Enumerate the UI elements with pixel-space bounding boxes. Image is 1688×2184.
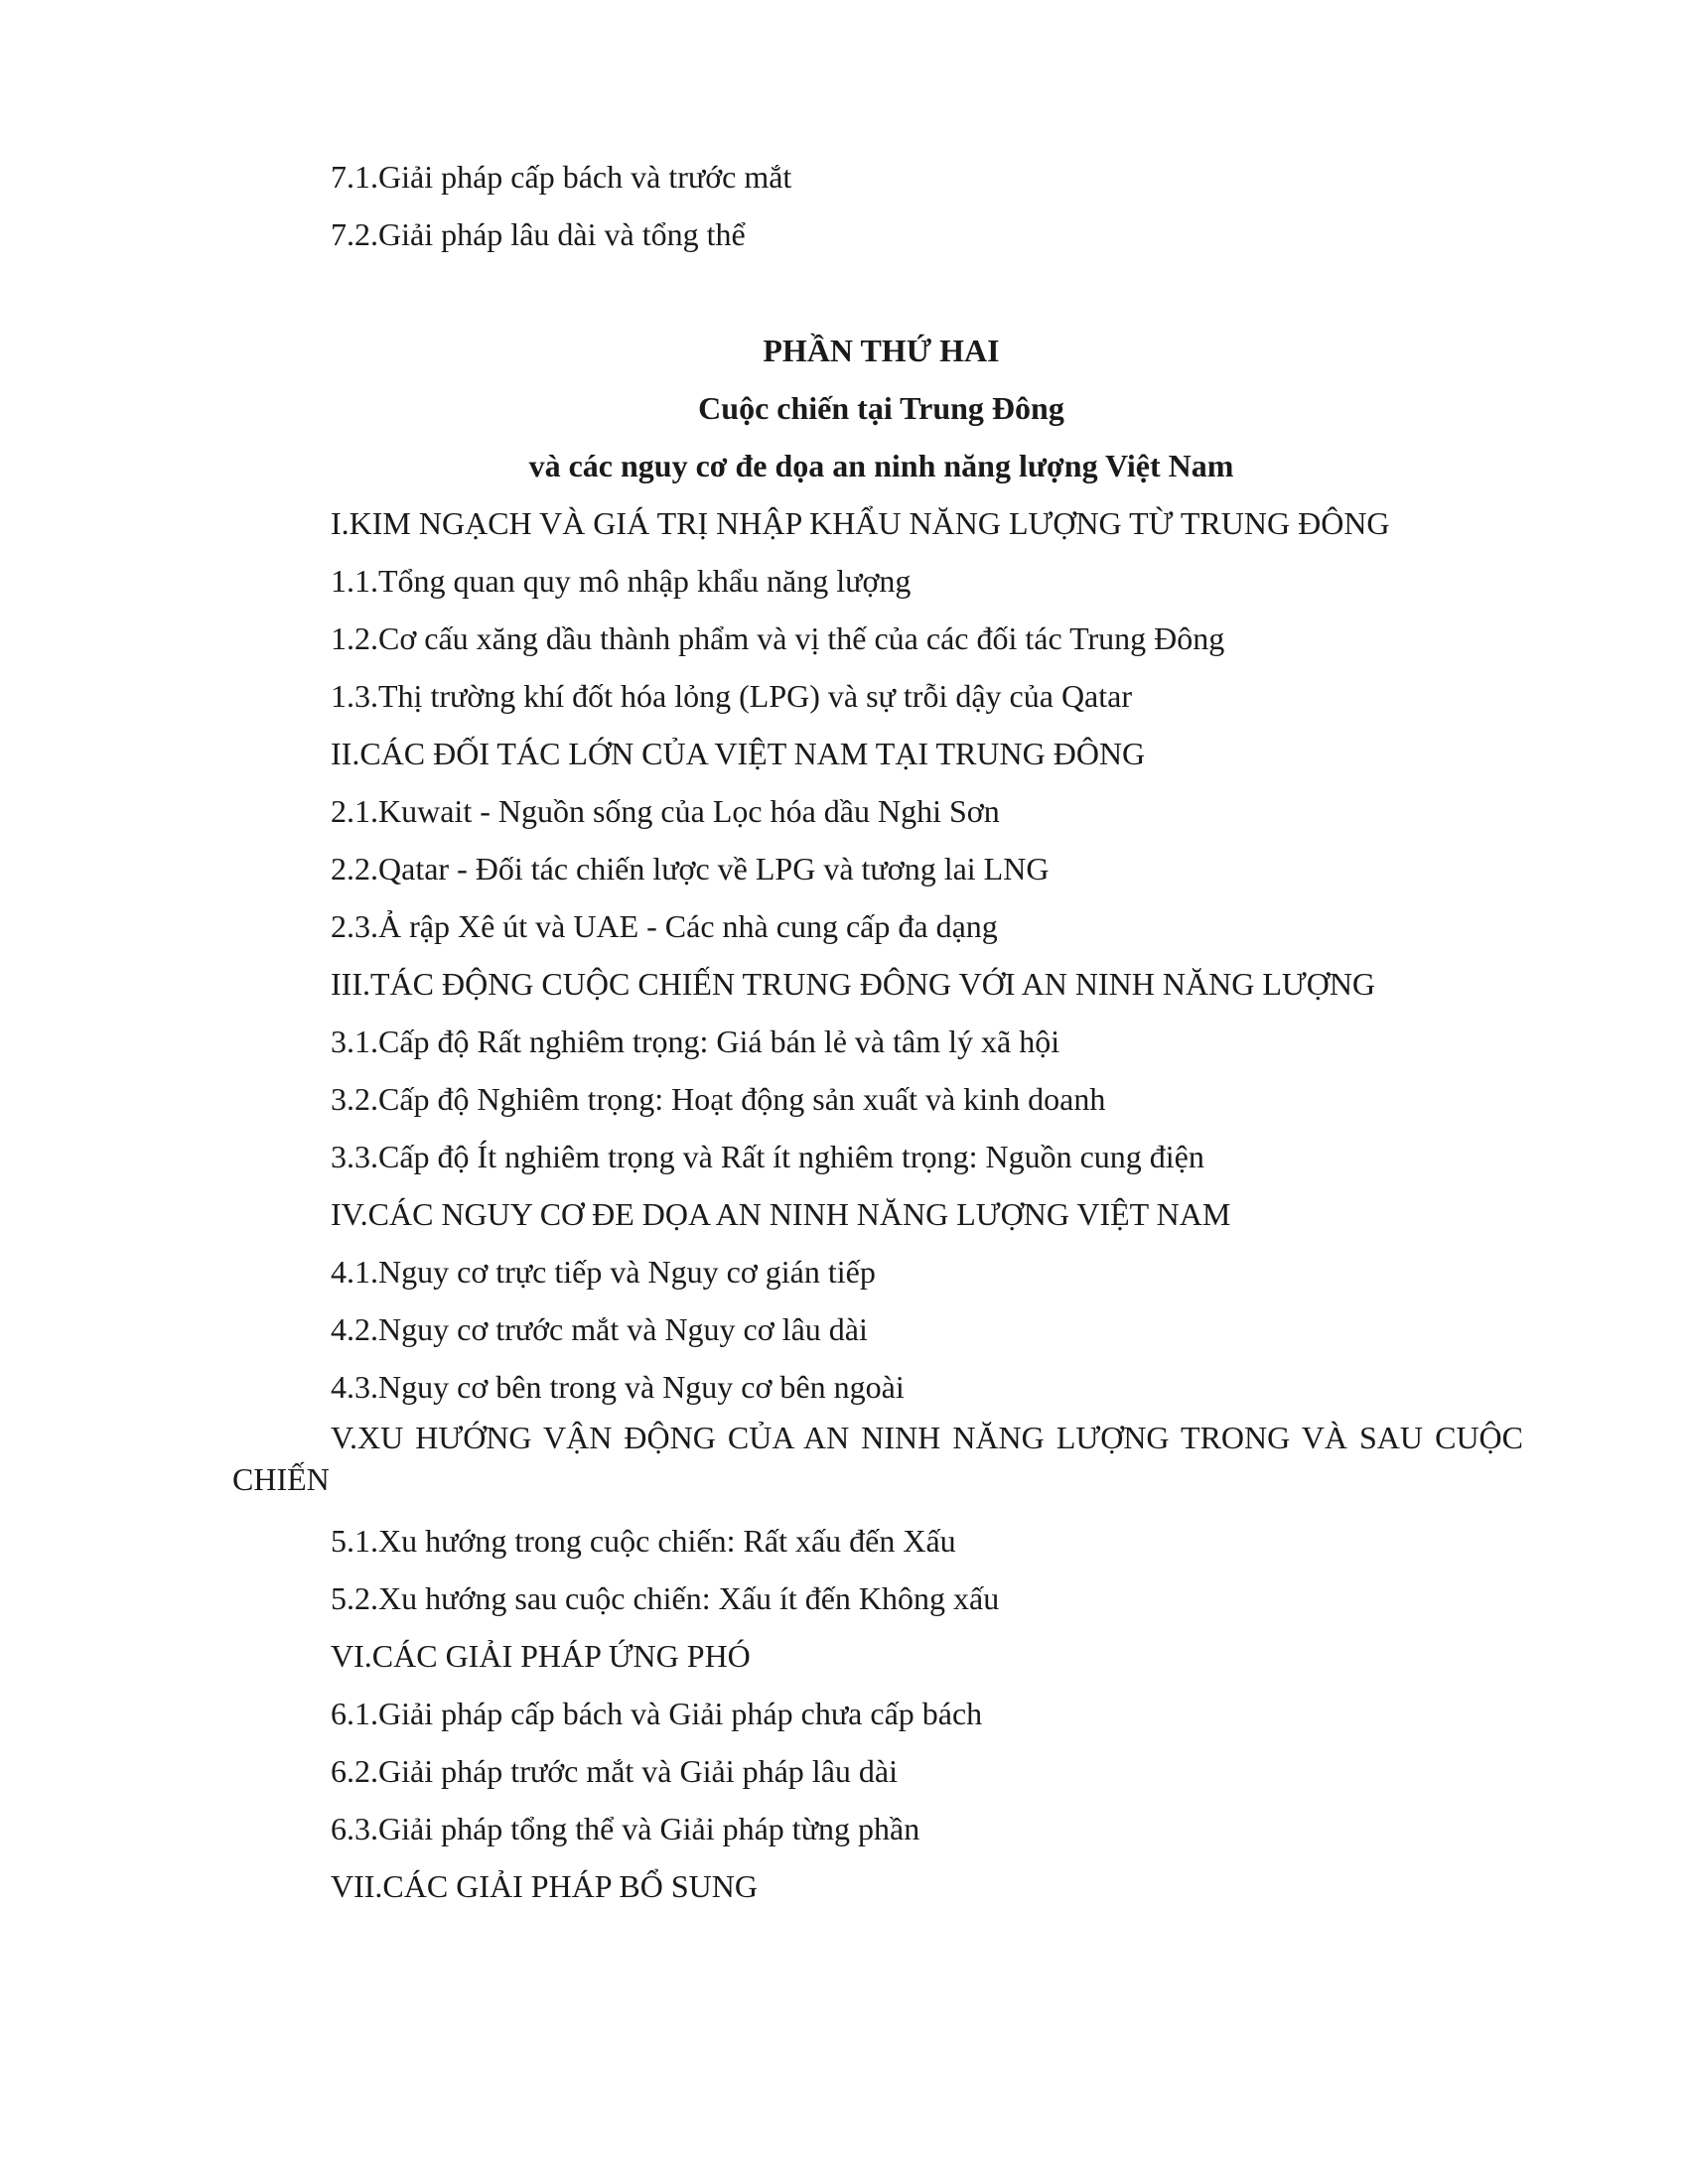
toc-item-1-1: 1.1.Tổng quan quy mô nhập khẩu năng lượng <box>331 563 912 599</box>
toc-item-1-2: 1.2.Cơ cấu xăng dầu thành phẩm và vị thế của các đối tác Trung Đông <box>331 620 1225 656</box>
toc-item-4-3: 4.3.Nguy cơ bên trong và Nguy cơ bên ngoài <box>331 1369 905 1405</box>
toc-item-6-3: 6.3.Giải pháp tổng thể và Giải pháp từng phần <box>331 1811 920 1846</box>
toc-section-4: IV.CÁC NGUY CƠ ĐE DỌA AN NINH NĂNG LƯỢNG VIỆT NAM <box>331 1196 1231 1232</box>
toc-item-6-2: 6.2.Giải pháp trước mắt và Giải pháp lâu dài <box>331 1753 898 1789</box>
toc-item-2-2: 2.2.Qatar - Đối tác chiến lược về LPG và tương lai LNG <box>331 851 1050 887</box>
toc-section-7: VII.CÁC GIẢI PHÁP BỔ SUNG <box>331 1868 758 1904</box>
toc-item-1-3: 1.3.Thị trường khí đốt hóa lỏng (LPG) và sự trỗi dậy của Qatar <box>331 678 1132 714</box>
toc-item-4-2: 4.2.Nguy cơ trước mắt và Nguy cơ lâu dài <box>331 1311 868 1347</box>
toc-item-4-1: 4.1.Nguy cơ trực tiếp và Nguy cơ gián tiếp <box>331 1254 876 1290</box>
toc-item-5-1: 5.1.Xu hướng trong cuộc chiến: Rất xấu đến Xấu <box>331 1523 956 1559</box>
toc-item-7-1: 7.1.Giải pháp cấp bách và trước mắt <box>331 159 792 195</box>
toc-item-3-1: 3.1.Cấp độ Rất nghiêm trọng: Giá bán lẻ và tâm lý xã hội <box>331 1024 1060 1059</box>
toc-item-2-3: 2.3.Ả rập Xê út và UAE - Các nhà cung cấp đa dạng <box>331 908 998 944</box>
part-title-line2: và các nguy cơ đe dọa an ninh năng lượng Việt Nam <box>528 448 1234 483</box>
toc-item-6-1: 6.1.Giải pháp cấp bách và Giải pháp chưa cấp bách <box>331 1696 983 1731</box>
toc-item-5-2: 5.2.Xu hướng sau cuộc chiến: Xấu ít đến Không xấu <box>331 1580 1000 1616</box>
toc-item-2-1: 2.1.Kuwait - Nguồn sống của Lọc hóa dầu Nghi Sơn <box>331 793 1000 829</box>
toc-section-5: V.XU HƯỚNG VẬN ĐỘNG CỦA AN NINH NĂNG LƯỢNG TRONG VÀ SAU CUỘC CHIẾN <box>232 1420 1523 1497</box>
part-heading: PHẦN THỨ HAI <box>763 333 1000 368</box>
toc-item-3-3: 3.3.Cấp độ Ít nghiêm trọng và Rất ít nghiêm trọng: Nguồn cung điện <box>331 1139 1204 1174</box>
toc-item-3-2: 3.2.Cấp độ Nghiêm trọng: Hoạt động sản xuất và kinh doanh <box>331 1081 1106 1117</box>
part-title-line1: Cuộc chiến tại Trung Đông <box>698 390 1064 426</box>
toc-section-6: VI.CÁC GIẢI PHÁP ỨNG PHÓ <box>331 1638 751 1674</box>
toc-section-2: II.CÁC ĐỐI TÁC LỚN CỦA VIỆT NAM TẠI TRUNG ĐÔNG <box>331 736 1146 771</box>
toc-item-7-2: 7.2.Giải pháp lâu dài và tổng thể <box>331 216 746 252</box>
toc-section-1: I.KIM NGẠCH VÀ GIÁ TRỊ NHẬP KHẨU NĂNG LƯỢNG TỪ TRUNG ĐÔNG <box>331 505 1390 541</box>
toc-section-3: III.TÁC ĐỘNG CUỘC CHIẾN TRUNG ĐÔNG VỚI AN NINH NĂNG LƯỢNG <box>331 966 1376 1002</box>
